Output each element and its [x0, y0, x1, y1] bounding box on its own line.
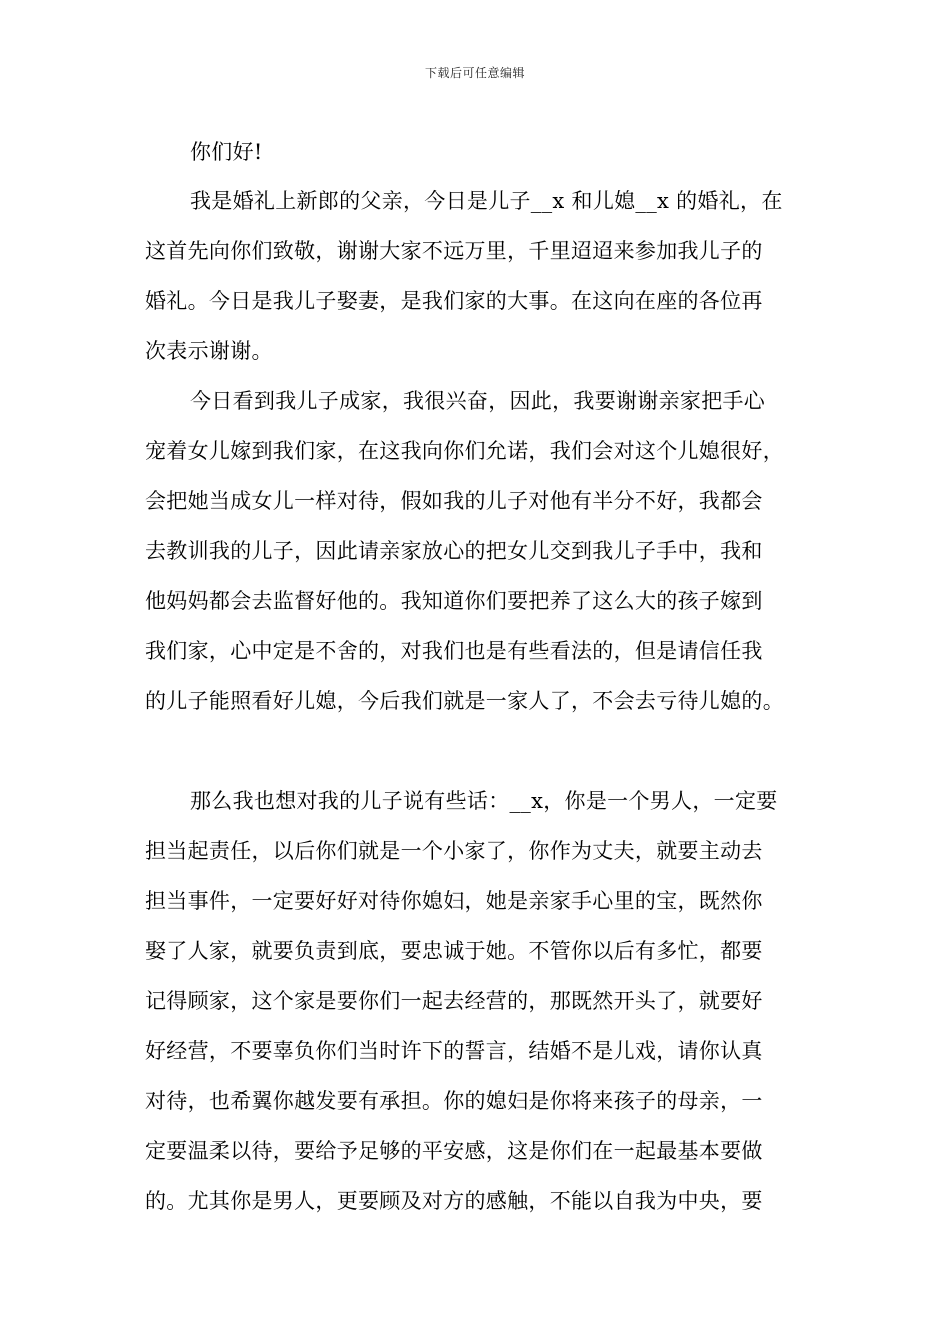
paragraph-3-line-6: 好经营，不要辜负你们当时许下的誓言，结婚不是儿戏，请你认真: [145, 1039, 763, 1063]
paragraph-2-line-2: 宠着女儿嫁到我们家，在这我向你们允诺，我们会对这个儿媳很好，: [145, 439, 784, 463]
paragraph-3-line-4: 娶了人家，就要负责到底，要忠诚于她。不管你以后有多忙，都要: [145, 939, 763, 963]
paragraph-1-line-3: 婚礼。今日是我儿子娶妻，是我们家的大事。在这向在座的各位再: [145, 289, 763, 313]
paragraph-2-line-6: 我们家，心中定是不舍的，对我们也是有些看法的，但是请信任我: [145, 639, 763, 663]
paragraph-3-line-8: 定要温柔以待，要给予足够的平安感，这是你们在一起最基本要做: [145, 1139, 763, 1163]
paragraph-3-line-9: 的。尤其你是男人，更要顾及对方的感触，不能以自我为中央，要: [145, 1189, 763, 1213]
paragraph-1-line-4: 次表示谢谢。: [145, 339, 273, 363]
paragraph-3-line-2: 担当起责任，以后你们就是一个小家了，你作为丈夫，就要主动去: [145, 839, 763, 863]
paragraph-2-line-7: 的儿子能照看好儿媳，今后我们就是一家人了，不会去亏待儿媳的。: [145, 689, 784, 713]
paragraph-3-line-1: 那么我也想对我的儿子说有些话：__x，你是一个男人，一定要: [190, 789, 778, 813]
paragraph-2-line-4: 去教训我的儿子，因此请亲家放心的把女儿交到我儿子手中，我和: [145, 539, 763, 563]
paragraph-2-line-3: 会把她当成女儿一样对待，假如我的儿子对他有半分不好，我都会: [145, 489, 763, 513]
page-header: 下载后可任意编辑: [424, 66, 525, 80]
paragraph-2-line-5: 他妈妈都会去监督好他的。我知道你们要把养了这么大的孩子嫁到: [145, 589, 763, 613]
paragraph-3-line-7: 对待，也希翼你越发要有承担。你的媳妇是你将来孩子的母亲，一: [145, 1089, 763, 1113]
paragraph-3-line-5: 记得顾家，这个家是要你们一起去经营的，那既然开头了，就要好: [145, 989, 763, 1013]
paragraph-1-line-1: 我是婚礼上新郎的父亲，今日是儿子__x 和儿媳__x 的婚礼，在: [190, 189, 783, 213]
paragraph-2-line-1: 今日看到我儿子成家，我很兴奋，因此，我要谢谢亲家把手心: [190, 389, 766, 413]
greeting-line: 你们好!: [190, 140, 263, 164]
paragraph-3-line-3: 担当事件，一定要好好对待你媳妇，她是亲家手心里的宝，既然你: [145, 889, 763, 913]
paragraph-1-line-2: 这首先向你们致敬，谢谢大家不远万里，千里迢迢来参加我儿子的: [145, 239, 763, 263]
